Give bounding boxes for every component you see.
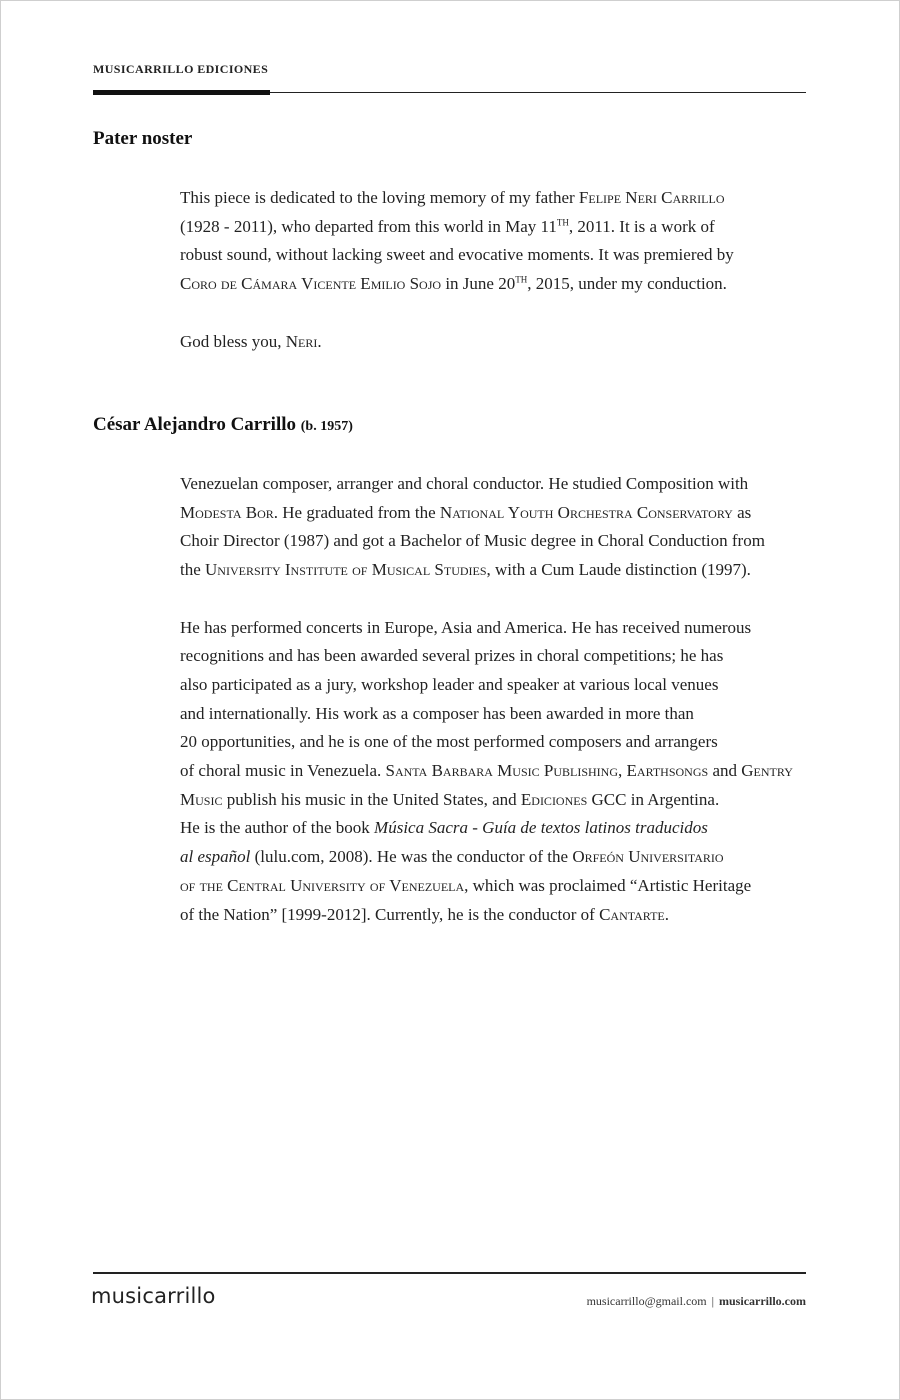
contact-email[interactable]: musicarrillo@gmail.com — [586, 1294, 707, 1308]
publisher-header: MUSICARRILLO EDICIONES — [93, 62, 269, 76]
section-title-composer: César Alejandro Carrillo (b. 1957) — [93, 414, 353, 435]
dedication-paragraph: This piece is dedicated to the loving memory of my father Felipe Neri Carrillo (1928 - 2011), who departed from this world in May 11TH, 2011. It is a work of robust sound, without lacking sweet and evocative moments. It was premiered by Coro de Cámara Vicente Emilio Sojo in June 20TH, 2015, under my conduction. — [180, 188, 734, 294]
pater-noster-text — [180, 184, 810, 356]
choir-name: Coro de Cámara Vicente Emilio Sojo — [180, 274, 442, 294]
footer-rule — [93, 1272, 806, 1274]
bio-paragraph-2: He has performed concerts in Europe, Asia and America. He has received numerous recognitions and has been awarded several prizes in choral competitions; he has also participated as a jury, workshop leader and speaker at various local venues and internationally. His work as a composer has been awarded in more than 20 opportunities, and he is one of the most performed composers and arrangers of choral music in Venezuela. Santa Barbara Music Publishing, Earthsongs and Gentry Music publish his music in the United States, and Ediciones GCC in Argentina. He is the author of the book Música Sacra - Guía de textos latinos traducidos al español (lulu.com, 2008). He was the conductor of the Orfeón Universitario of the Central University of Venezuela, which was proclaimed “Artistic Heritage of the Nation” [1999-2012]. Currently, he is the conductor of Cantarte. — [180, 617, 793, 924]
composer-bio — [180, 470, 810, 929]
musicarrillo-logo: musicarrillo — [91, 1284, 216, 1308]
header-rule-accent — [93, 90, 270, 95]
bio-paragraph-1: Venezuelan composer, arranger and choral conductor. He studied Composition with Modesta Bor. He graduated from the National Youth Orchestra Conservatory as Choir Director (1987) and got a Bachelor of Music degree in Choral Conduction from the University Institute of Musical Studies, with a Cum Laude distinction (1997). — [180, 474, 765, 580]
blessing-paragraph: God bless you, Neri. — [180, 331, 322, 351]
father-name: Felipe Neri Carrillo — [578, 188, 725, 207]
contact-separator: | — [711, 1294, 715, 1308]
birth-year: (b. 1957) — [300, 419, 353, 434]
footer-contact — [587, 1294, 806, 1309]
section-title-pater-noster: Pater noster — [93, 128, 193, 149]
header-rule — [270, 92, 806, 93]
website-link[interactable]: musicarrillo.com — [719, 1294, 806, 1308]
book-title: Música Sacra - Guía de textos latinos traducidos — [374, 818, 708, 838]
